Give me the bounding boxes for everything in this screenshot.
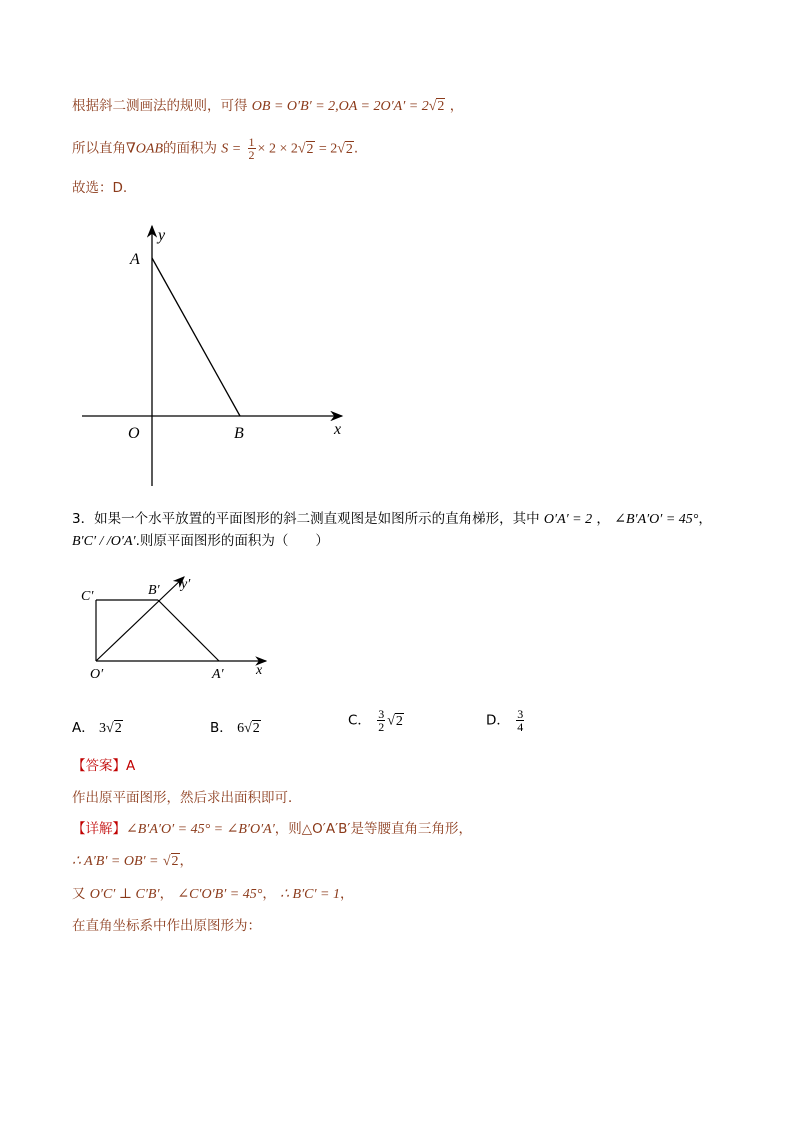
label-O-prime: O′ <box>90 667 104 682</box>
sqrt-radicand: 2 <box>306 141 314 157</box>
question-3-prompt: .则原平面图形的面积为（ ） <box>135 533 329 549</box>
detail-text: ，则△O′A′B′是等腰直角三角形， <box>274 821 472 837</box>
label-y: y <box>158 227 166 244</box>
fraction-numerator: 3 <box>378 707 385 721</box>
question-3-condition-3: B′C′ / /O′A′ <box>72 534 136 549</box>
sqrt-symbol: √2 <box>244 721 260 736</box>
fraction-denominator: 2 <box>248 148 255 162</box>
fraction-denominator: 4 <box>517 720 524 734</box>
separator: ， <box>159 886 174 902</box>
fraction-denominator: 2 <box>378 720 385 734</box>
sqrt-radicand: 2 <box>395 713 403 729</box>
separator: ， <box>179 853 193 869</box>
separator: ， <box>340 886 354 902</box>
detail-tag: 【详解】 <box>72 821 126 837</box>
option-B-coefficient: 6 <box>237 721 245 736</box>
solution-line-2 <box>72 136 358 161</box>
fraction-half <box>248 136 256 161</box>
sqrt-radicand: 2 <box>171 854 179 869</box>
option-A-coefficient: 3 <box>99 721 107 736</box>
label-B: B <box>234 425 244 442</box>
sqrt-symbol: √2 <box>337 141 353 157</box>
answer-line <box>72 756 135 776</box>
label-x: x <box>334 421 342 438</box>
label-A-prime: A′ <box>212 667 224 682</box>
label-B-prime: B′ <box>148 583 160 598</box>
detail-line-2-equation: ∴ A′B′ = OB′ = <box>72 854 159 869</box>
option-B-label: B． <box>210 720 233 736</box>
option-D-label: D． <box>486 712 510 729</box>
product-expression: × 2 × 2 <box>257 141 298 157</box>
question-3-text: 3．如果一个水平放置的平面图形的斜二测直观图是如图所示的直角梯形，其中 <box>72 511 540 527</box>
period: . <box>353 140 359 157</box>
sqrt-radicand: 2 <box>252 721 260 736</box>
area-symbol: S = <box>221 141 242 157</box>
bc-result: ∴ B′C′ = 1 <box>280 887 340 902</box>
solution-line-1-text: 根据斜二测画法的规则，可得 <box>72 98 248 114</box>
figure-2-trapezoid-diagram <box>76 574 286 689</box>
y-prime-axis <box>96 577 184 661</box>
segment-BA <box>158 600 219 661</box>
label-A: A <box>130 251 140 268</box>
fraction-numerator: 1 <box>248 135 255 149</box>
triangle-symbol: ∇OAB <box>126 141 163 157</box>
detail-line-4: 在直角坐标系中作出原图形为： <box>72 918 261 934</box>
separator: ， <box>596 511 610 527</box>
segment-AB <box>152 258 240 416</box>
question-3-line-2 <box>72 531 329 552</box>
solution-line-1-equation: OB = O′B′ = 2,OA = 2O′A′ = 2 <box>251 99 429 114</box>
question-3-condition-2: ∠B′A′O′ = 45° <box>614 512 699 527</box>
question-3-condition-1: O′A′ = 2 <box>543 512 593 527</box>
fraction-numerator: 3 <box>517 707 524 721</box>
solution-line-2-mid: 的面积为 <box>163 140 217 157</box>
sqrt-radicand: 2 <box>345 141 353 157</box>
equals-expression: = 2 <box>318 141 338 157</box>
option-D[interactable] <box>486 708 526 733</box>
label-O: O <box>128 425 140 442</box>
option-B[interactable] <box>210 716 261 737</box>
sqrt-symbol: √2 <box>106 721 122 736</box>
question-3-line-1 <box>72 509 712 530</box>
solution-line-1 <box>72 96 463 117</box>
option-D-fraction <box>516 708 524 733</box>
detail-line-3-prefix: 又 <box>72 886 86 902</box>
answer-value: A <box>126 758 136 774</box>
label-y-prime: y′ <box>181 577 191 592</box>
analysis-line: 作出原平面图形，然后求出面积即可． <box>72 790 302 806</box>
sqrt-symbol: √2 <box>387 713 403 729</box>
figure-1-triangle-diagram <box>70 220 370 500</box>
label-x-prime: x <box>256 663 263 678</box>
sqrt-radicand: 2 <box>114 721 122 736</box>
separator: ， <box>698 511 712 527</box>
answer-tag: 【答案】 <box>72 758 126 774</box>
option-C-fraction <box>377 708 385 733</box>
option-C-label: C． <box>348 712 371 729</box>
solution-line-2-prefix: 所以直角 <box>72 140 126 157</box>
option-A[interactable] <box>72 716 123 737</box>
sqrt-radicand: 2 <box>437 99 445 114</box>
detail-line-1 <box>72 819 472 840</box>
solution-line-3: 故选：D. <box>72 180 128 196</box>
sqrt-symbol: √2 <box>297 141 314 157</box>
option-C[interactable] <box>348 708 404 733</box>
perpendicular-condition: O′C′ ⊥ C′B′ <box>89 887 160 902</box>
sqrt-symbol: √2 <box>428 99 445 114</box>
angle-condition: ∠C′O′B′ = 45° <box>177 887 263 902</box>
detail-equation: ∠B′A′O′ = 45° = ∠B′O′A′ <box>126 822 275 837</box>
separator: ， <box>262 886 276 902</box>
sqrt-symbol: √2 <box>162 854 179 869</box>
detail-line-2 <box>72 851 193 872</box>
option-A-label: A． <box>72 720 95 736</box>
detail-line-3 <box>72 884 354 905</box>
label-C-prime: C′ <box>81 589 94 604</box>
solution-line-1-suffix: ， <box>449 98 464 114</box>
